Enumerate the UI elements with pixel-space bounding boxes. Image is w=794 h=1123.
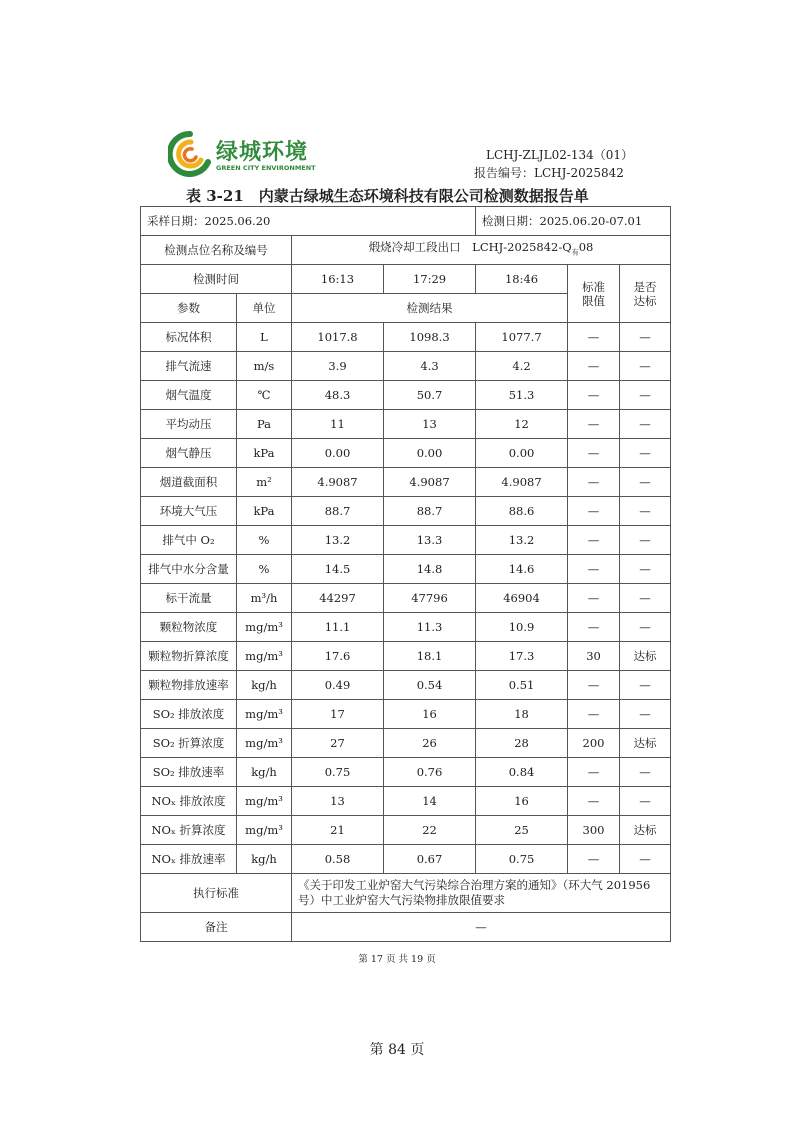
logo-chinese-text: 绿城环境	[216, 140, 309, 165]
cell-unit: kg/h	[237, 845, 292, 874]
date-row	[141, 207, 671, 236]
cell-unit: ℃	[237, 381, 292, 410]
cell-value-2: 16	[384, 700, 476, 729]
point-row	[141, 236, 671, 265]
cell-limit: —	[568, 526, 620, 555]
table-title: 表 3-21 内蒙古绿城生态环境科技有限公司检测数据报告单	[186, 187, 589, 205]
table-row	[141, 584, 671, 613]
document-code: LCHJ-ZLJL02-134（01）	[486, 148, 634, 162]
cell-value-1: 44297	[292, 584, 384, 613]
cell-param: NOₓ 排放浓度	[141, 787, 237, 816]
cell-value-3: 28	[476, 729, 568, 758]
report-number: 报告编号：LCHJ-2025842	[474, 166, 624, 180]
cell-param: 颗粒物折算浓度	[141, 642, 237, 671]
cell-param: 标况体积	[141, 323, 237, 352]
cell-param: 平均动压	[141, 410, 237, 439]
cell-value-2: 13	[384, 410, 476, 439]
cell-value-2: 22	[384, 816, 476, 845]
cell-value-1: 4.9087	[292, 468, 384, 497]
cell-value-2: 11.3	[384, 613, 476, 642]
cell-compliance: —	[620, 555, 671, 584]
cell-value-1: 14.5	[292, 555, 384, 584]
cell-value-1: 0.58	[292, 845, 384, 874]
page-info: 第 17 页 共 19 页	[358, 954, 436, 965]
cell-value-1: 1017.8	[292, 323, 384, 352]
cell-value-2: 0.54	[384, 671, 476, 700]
table-row	[141, 613, 671, 642]
cell-value-3: 1077.7	[476, 323, 568, 352]
cell-value-2: 1098.3	[384, 323, 476, 352]
cell-value-3: 17.3	[476, 642, 568, 671]
cell-param: 烟气温度	[141, 381, 237, 410]
cell-value-1: 0.75	[292, 758, 384, 787]
table-row	[141, 642, 671, 671]
cell-value-1: 13.2	[292, 526, 384, 555]
point-label: 检测点位名称及编号	[141, 236, 292, 265]
cell-unit: mg/m³	[237, 642, 292, 671]
cell-value-1: 0.49	[292, 671, 384, 700]
cell-compliance: —	[620, 381, 671, 410]
cell-value-1: 17	[292, 700, 384, 729]
cell-unit: kg/h	[237, 671, 292, 700]
cell-param: 颗粒物浓度	[141, 613, 237, 642]
cell-limit: 30	[568, 642, 620, 671]
cell-param: NOₓ 排放速率	[141, 845, 237, 874]
cell-compliance: —	[620, 410, 671, 439]
table-row	[141, 497, 671, 526]
cell-param: 烟道截面积	[141, 468, 237, 497]
cell-unit: mg/m³	[237, 787, 292, 816]
cell-value-2: 18.1	[384, 642, 476, 671]
report-table	[140, 206, 671, 942]
table-row	[141, 381, 671, 410]
unit-header: 单位	[237, 294, 292, 323]
cell-value-3: 0.00	[476, 439, 568, 468]
table-row	[141, 700, 671, 729]
cell-param: NOₓ 折算浓度	[141, 816, 237, 845]
table-row	[141, 816, 671, 845]
cell-value-3: 12	[476, 410, 568, 439]
cell-value-1: 17.6	[292, 642, 384, 671]
cell-value-1: 3.9	[292, 352, 384, 381]
table-row	[141, 439, 671, 468]
param-header: 参数	[141, 294, 237, 323]
cell-compliance: —	[620, 323, 671, 352]
cell-limit: —	[568, 787, 620, 816]
cell-param: 环境大气压	[141, 497, 237, 526]
remark-value: —	[292, 913, 671, 942]
cell-value-3: 4.9087	[476, 468, 568, 497]
cell-unit: mg/m³	[237, 816, 292, 845]
cell-unit: kg/h	[237, 758, 292, 787]
cell-unit: mg/m³	[237, 613, 292, 642]
table-row	[141, 323, 671, 352]
standard-value: 《关于印发工业炉窑大气污染综合治理方案的通知》（环大气 201956 号）中工业炉窑大气污染物排放限值要求	[292, 874, 671, 913]
cell-limit: 200	[568, 729, 620, 758]
cell-compliance: —	[620, 845, 671, 874]
cell-value-2: 14.8	[384, 555, 476, 584]
cell-value-3: 46904	[476, 584, 568, 613]
table-row	[141, 526, 671, 555]
cell-unit: %	[237, 555, 292, 584]
cell-compliance: —	[620, 700, 671, 729]
cell-compliance: —	[620, 584, 671, 613]
cell-value-2: 50.7	[384, 381, 476, 410]
cell-param: SO₂ 排放浓度	[141, 700, 237, 729]
table-row	[141, 410, 671, 439]
results-header: 检测结果	[292, 294, 568, 323]
cell-param: SO₂ 排放速率	[141, 758, 237, 787]
cell-compliance: 达标	[620, 729, 671, 758]
company-logo	[168, 131, 318, 177]
point-subscript: 有	[571, 248, 579, 257]
cell-param: 排气中水分含量	[141, 555, 237, 584]
limit-header: 标准限值	[568, 265, 620, 323]
cell-value-2: 47796	[384, 584, 476, 613]
cell-compliance: —	[620, 439, 671, 468]
point-value-cell	[292, 236, 671, 265]
cell-limit: —	[568, 671, 620, 700]
cell-limit: —	[568, 410, 620, 439]
cell-value-3: 0.75	[476, 845, 568, 874]
point-suffix: 08	[578, 240, 594, 255]
logo-english-text: GREEN CITY ENVIRONMENT	[216, 164, 316, 172]
cell-value-1: 13	[292, 787, 384, 816]
time-1: 16:13	[292, 265, 384, 294]
cell-value-1: 88.7	[292, 497, 384, 526]
standard-row	[141, 874, 671, 913]
cell-compliance: —	[620, 468, 671, 497]
time-2: 17:29	[384, 265, 476, 294]
standard-label: 执行标准	[141, 874, 292, 913]
cell-limit: —	[568, 381, 620, 410]
cell-compliance: —	[620, 671, 671, 700]
cell-limit: —	[568, 555, 620, 584]
cell-value-1: 11.1	[292, 613, 384, 642]
cell-value-3: 0.84	[476, 758, 568, 787]
cell-param: SO₂ 折算浓度	[141, 729, 237, 758]
cell-value-3: 25	[476, 816, 568, 845]
cell-unit: kPa	[237, 439, 292, 468]
cell-param: 排气中 O₂	[141, 526, 237, 555]
cell-param: 烟气静压	[141, 439, 237, 468]
cell-compliance: —	[620, 497, 671, 526]
table-row	[141, 468, 671, 497]
cell-value-2: 0.00	[384, 439, 476, 468]
point-value: 煅烧冷却工段出口 LCHJ-2025842-Q	[368, 240, 572, 255]
cell-limit: 300	[568, 816, 620, 845]
cell-compliance: —	[620, 352, 671, 381]
remark-label: 备注	[141, 913, 292, 942]
cell-limit: —	[568, 584, 620, 613]
test-date: 检测日期：2025.06.20-07.01	[476, 207, 671, 236]
cell-value-2: 14	[384, 787, 476, 816]
cell-value-3: 16	[476, 787, 568, 816]
table-row	[141, 787, 671, 816]
cell-value-3: 13.2	[476, 526, 568, 555]
sampling-date: 采样日期：2025.06.20	[141, 207, 476, 236]
cell-unit: Pa	[237, 410, 292, 439]
table-row	[141, 758, 671, 787]
cell-value-2: 4.3	[384, 352, 476, 381]
remark-row	[141, 913, 671, 942]
compliance-header: 是否达标	[620, 265, 671, 323]
cell-value-3: 4.2	[476, 352, 568, 381]
cell-value-3: 10.9	[476, 613, 568, 642]
cell-value-2: 13.3	[384, 526, 476, 555]
time-label: 检测时间	[141, 265, 292, 294]
cell-value-2: 0.76	[384, 758, 476, 787]
cell-value-1: 11	[292, 410, 384, 439]
cell-value-3: 18	[476, 700, 568, 729]
cell-value-3: 51.3	[476, 381, 568, 410]
cell-limit: —	[568, 497, 620, 526]
cell-unit: mg/m³	[237, 729, 292, 758]
cell-limit: —	[568, 845, 620, 874]
cell-limit: —	[568, 758, 620, 787]
cell-compliance: —	[620, 613, 671, 642]
cell-compliance: 达标	[620, 816, 671, 845]
table-row	[141, 729, 671, 758]
cell-value-2: 26	[384, 729, 476, 758]
cell-unit: m²	[237, 468, 292, 497]
cell-limit: —	[568, 613, 620, 642]
cell-unit: mg/m³	[237, 700, 292, 729]
cell-param: 排气流速	[141, 352, 237, 381]
cell-limit: —	[568, 323, 620, 352]
cell-value-2: 88.7	[384, 497, 476, 526]
cell-value-2: 0.67	[384, 845, 476, 874]
cell-param: 颗粒物排放速率	[141, 671, 237, 700]
logo-swirl-icon	[168, 131, 212, 177]
table-row	[141, 671, 671, 700]
cell-unit: %	[237, 526, 292, 555]
cell-value-3: 0.51	[476, 671, 568, 700]
cell-unit: L	[237, 323, 292, 352]
cell-value-3: 88.6	[476, 497, 568, 526]
cell-limit: —	[568, 352, 620, 381]
cell-value-1: 27	[292, 729, 384, 758]
cell-param: 标干流量	[141, 584, 237, 613]
cell-compliance: 达标	[620, 642, 671, 671]
time-3: 18:46	[476, 265, 568, 294]
cell-limit: —	[568, 468, 620, 497]
table-row	[141, 352, 671, 381]
cell-limit: —	[568, 700, 620, 729]
cell-value-1: 0.00	[292, 439, 384, 468]
table-row	[141, 555, 671, 584]
cell-compliance: —	[620, 526, 671, 555]
cell-compliance: —	[620, 758, 671, 787]
cell-unit: m³/h	[237, 584, 292, 613]
table-row	[141, 845, 671, 874]
cell-value-1: 21	[292, 816, 384, 845]
time-row	[141, 265, 671, 294]
cell-value-1: 48.3	[292, 381, 384, 410]
cell-value-3: 14.6	[476, 555, 568, 584]
cell-unit: kPa	[237, 497, 292, 526]
cell-compliance: —	[620, 787, 671, 816]
page-number: 第 84 页	[369, 1042, 425, 1058]
cell-unit: m/s	[237, 352, 292, 381]
cell-value-2: 4.9087	[384, 468, 476, 497]
cell-limit: —	[568, 439, 620, 468]
